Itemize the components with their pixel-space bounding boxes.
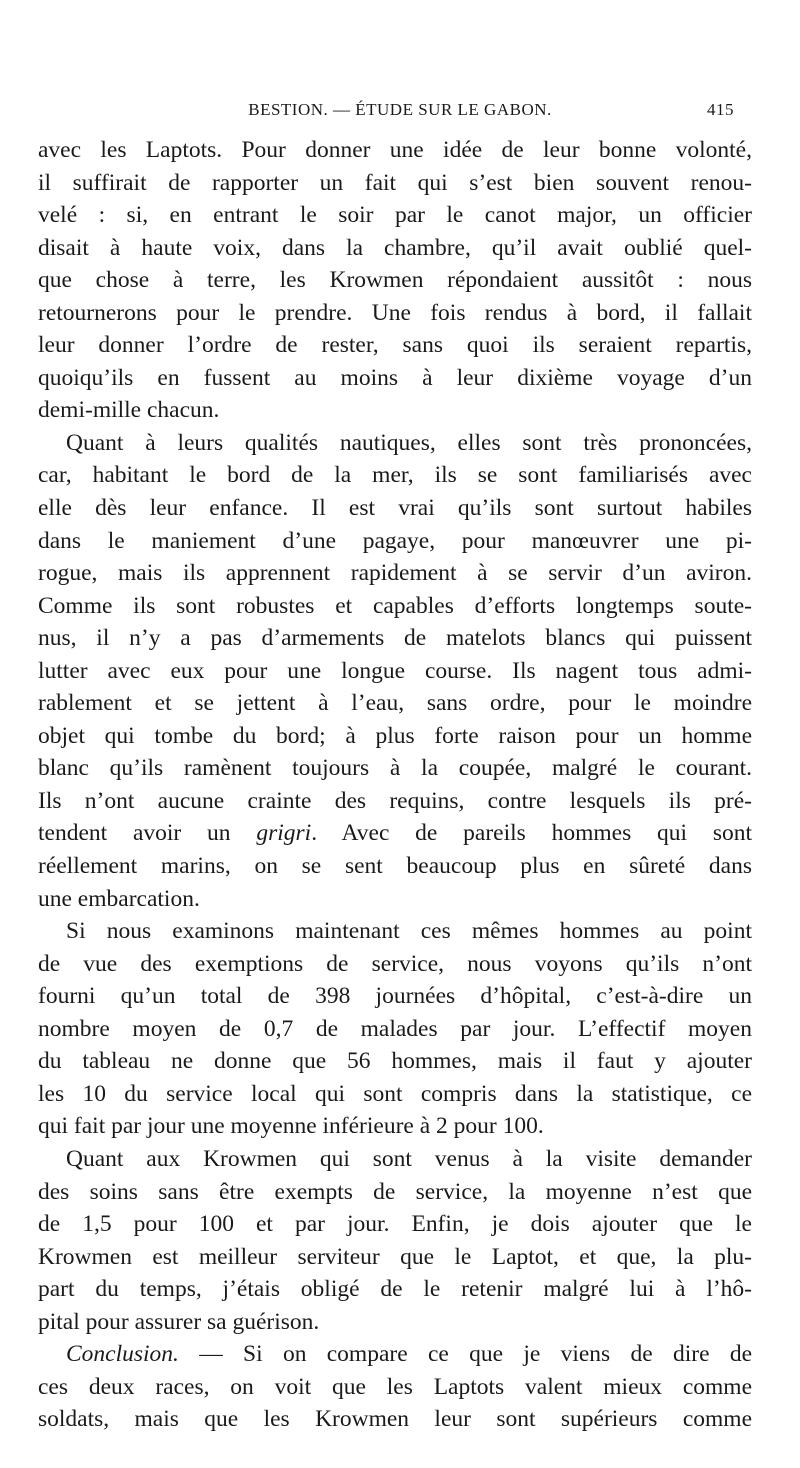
text-line: lutter avec eux pour une longue course. Ils nagent tous admi- <box>38 657 752 684</box>
text-line: Si nous examinons maintenant ces mêmes hommes au point <box>66 918 752 945</box>
text-line: des soins sans être exempts de service, la moyenne n’est que <box>38 1178 752 1205</box>
text-line: part du temps, j’étais obligé de le retenir malgré lui à l’hô- <box>38 1276 752 1303</box>
text-line: retournerons pour le prendre. Une fois rendus à bord, il fallait <box>38 299 752 326</box>
italic-term-grigri: grigri <box>256 820 312 847</box>
text-line: Ils n’ont aucune crainte des requins, contre lesquels ils pré- <box>38 787 752 814</box>
text-line: leur donner l’ordre de rester, sans quoi ils seraient repartis, <box>38 332 752 359</box>
text-line: car, habitant le bord de la mer, ils se sont familiarisés avec <box>38 462 752 489</box>
running-title: BESTION. — ÉTUDE SUR LE GABON. <box>248 100 552 119</box>
text-line <box>38 817 752 850</box>
text-line: nombre moyen de 0,7 de malades par jour. L’effectif moyen <box>38 1015 752 1042</box>
text-line: de 1,5 pour 100 et par jour. Enfin, je dois ajouter que le <box>38 1211 752 1238</box>
text-line: il suffirait de rapporter un fait qui s’est bien souvent renou- <box>38 169 752 196</box>
text-line: objet qui tombe du bord; à plus forte raison pour un homme <box>38 722 752 749</box>
text-line <box>38 1338 752 1371</box>
body-text <box>38 134 752 1436</box>
text-line: blanc qu’ils ramènent toujours à la coupée, malgré le courant. <box>38 755 752 782</box>
line-text-before: tendent avoir un <box>38 820 257 847</box>
line-text-after: — Si on compare ce que je viens de dire de <box>178 1341 752 1368</box>
text-line: soldats, mais que les Krowmen leur sont supérieurs comme <box>38 1406 752 1433</box>
line-text-after: . Avec de pareils hommes qui sont <box>311 820 752 847</box>
text-line: nus, il n’y a pas d’armements de matelots blancs qui puissent <box>38 625 752 652</box>
text-line: Comme ils sont robustes et capables d’efforts longtemps soute- <box>38 592 752 619</box>
text-line: Krowmen est meilleur serviteur que le Laptot, et que, la plu- <box>38 1243 752 1270</box>
text-line: du tableau ne donne que 56 hommes, mais il faut y ajouter <box>38 1048 752 1075</box>
text-line: avec les Laptots. Pour donner une idée de leur bonne volonté, <box>38 137 752 163</box>
text-line: qui fait par jour une moyenne inférieure à 2 pour 100. <box>38 1113 544 1140</box>
text-line: de vue des exemptions de service, nous voyons qu’ils n’ont <box>38 950 752 977</box>
text-line: elle dès leur enfance. Il est vrai qu’ils sont surtout habiles <box>38 495 752 522</box>
text-line: que chose à terre, les Krowmen répondaient aussitôt : nous <box>38 267 752 294</box>
text-line: dans le maniement d’une pagaye, pour manœuvrer une pi- <box>38 527 752 554</box>
text-line: les 10 du service local qui sont compris dans la statistique, ce <box>38 1080 752 1107</box>
text-line: fourni qu’un total de 398 journées d’hôpital, c’est-à-dire un <box>38 983 752 1010</box>
text-line: rablement et se jettent à l’eau, sans ordre, pour le moindre <box>38 690 752 717</box>
text-line: demi-mille chacun. <box>38 397 220 424</box>
text-line: Quant à leurs qualités nautiques, elles sont très prononcées, <box>66 429 752 456</box>
text-line: disait à haute voix, dans la chambre, qu’il avait oublié quel- <box>38 234 752 261</box>
text-line: ces deux races, on voit que les Laptots valent mieux comme <box>38 1373 752 1400</box>
text-line: velé : si, en entrant le soir par le canot major, un officier <box>38 202 752 229</box>
text-line: quoiqu’ils en fussent au moins à leur dixième voyage d’un <box>38 364 752 391</box>
text-line: Quant aux Krowmen qui sont venus à la visite demander <box>66 1145 752 1172</box>
running-head <box>0 100 800 124</box>
text-line: une embarcation. <box>38 885 200 912</box>
text-line: rogue, mais ils apprennent rapidement à se servir d’un aviron. <box>38 560 752 587</box>
page-number: 415 <box>707 100 734 119</box>
text-line: réellement marins, on se sent beaucoup plus en sûreté dans <box>38 853 752 880</box>
section-heading-conclusion: Conclusion. <box>66 1341 179 1368</box>
text-line: pital pour assurer sa guérison. <box>38 1308 320 1335</box>
